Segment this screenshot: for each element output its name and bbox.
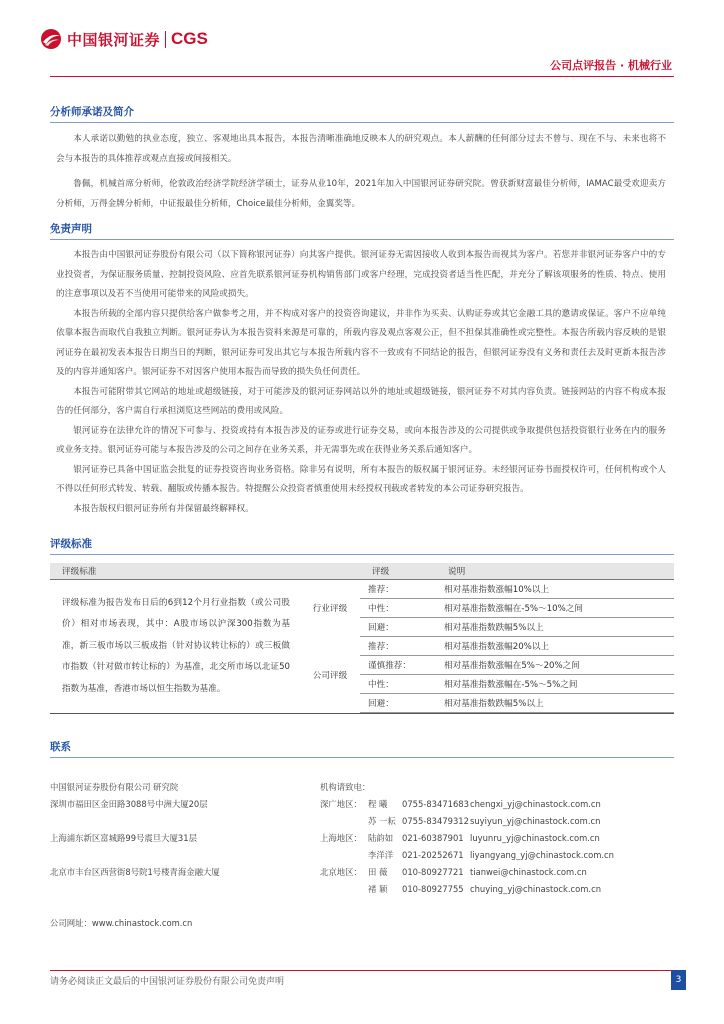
contact-name: 程 曦 xyxy=(368,799,388,809)
rating-section-title: 评级标准 xyxy=(50,536,674,555)
spacer xyxy=(50,881,220,898)
logo-company-name: 中国银河证券 xyxy=(67,30,161,49)
contact-section-title: 联系 xyxy=(50,739,674,758)
contact-phone: 021-20252671 xyxy=(402,850,464,860)
disclaimer-paragraph: 银河证券已具备中国证监会批复的证券投资咨询业务资格。除非另有说明，所有本报告的版权属于银河证券。未经银河证券书面授权许可，任何机构或个人不得以任何形式转发、转载、翻版或传播本报告。特提醒公众投资者慎重使用未经授权刊载或者转发的本公司证券研究报告。 xyxy=(56,464,666,494)
contact-region: 上海地区： xyxy=(320,833,362,843)
contact-email[interactable]: luyunru_yj@chinastock.com.cn xyxy=(470,833,600,843)
contact-name: 陆韵如 xyxy=(368,833,394,843)
analyst-commitment: 本人承诺以勤勉的执业态度，独立、客观地出具本报告，本报告清晰准确地反映本人的研究观点。本人薪酬的任何部分过去不曾与、现在不与、未来也将不会与本报告的具体推荐或观点直接或间接相关。 xyxy=(56,134,666,164)
rating-grade-desc: 相对基准指数跌幅5%以上 xyxy=(436,694,674,713)
rating-grade: 中性： xyxy=(360,675,436,694)
disclaimer-paragraph: 本报告版权归银河证券所有并保留最终解释权。 xyxy=(73,503,254,514)
contact-name: 苏 一耘 xyxy=(368,816,396,826)
rating-grade-desc: 相对基准指数涨幅在5%～20%之间 xyxy=(436,656,674,675)
disclaimer-paragraph: 本报告所载的全部内容只提供给客户做参考之用，并不构成对客户的投资咨询建议，并非作为买卖、认购证券或其它金融工具的邀请或保证。客户不应单纯依靠本报告而取代自我独立判断。银河证券认为本报告资料来源是可靠的，所载内容及观点客观公正，但不担保其准确性或完整性。本报告所载内容反映的是银河证券在最初发表本报告日期当日的判断，银河证券可发出其它与本报告所载内容不一致或有不同结论的报告，但银河证券没有义务和责任去及时更新本报告涉及的内容并通知客户。银河证券不对因客户使用本报告而导致的损失负任何责任。 xyxy=(56,308,666,377)
contact-name: 田 薇 xyxy=(368,867,388,877)
contact-name: 褚 颖 xyxy=(368,884,388,894)
rating-grade: 回避： xyxy=(360,618,436,637)
contact-phone: 0755-83479312 xyxy=(402,816,469,826)
rating-grade: 推荐： xyxy=(360,580,436,599)
galaxy-logo-icon xyxy=(40,28,62,50)
rating-grade: 谨慎推荐： xyxy=(360,656,436,675)
header-divider xyxy=(50,76,674,77)
rating-standard-description: 评级标准为报告发布日后的6到12个月行业指数（或公司股价）相对市场表现，其中：A股市场以沪深300指数为基准，新三板市场以三板成指（针对协议转让标的）或三板做市指数（针对做市转让标的）为基准，北交所市场以北证50指数为基准，香港市场以恒生指数为基准。 xyxy=(62,597,290,694)
rating-grade-desc: 相对基准指数涨幅在-5%～5%之间 xyxy=(436,675,674,694)
footer-divider xyxy=(50,970,674,971)
sales-contact-label: 机构请致电： xyxy=(320,782,371,792)
contact-row xyxy=(320,796,614,813)
logo-divider xyxy=(165,31,166,48)
disclaimer-paragraph: 银河证券在法律允许的情况下可参与、投资或持有本报告涉及的证券或进行证券交易，或向本报告涉及的公司提供或争取提供包括投资银行业务在内的服务或业务支持。银河证券可能与本报告涉及的公司之间存在业务关系，并无需事先或在获得业务关系后通知客户。 xyxy=(56,425,666,455)
rating-table-header xyxy=(50,563,674,580)
contact-email[interactable]: chengxi_yj@chinastock.com.cn xyxy=(470,799,601,809)
footer-disclaimer: 请务必阅读正文最后的中国银河证券股份有限公司免责声明 xyxy=(50,977,285,987)
report-type: 公司点评报告 · 机械行业 xyxy=(550,59,672,72)
contact-row xyxy=(320,813,614,830)
logo-company-abbr: CGS xyxy=(171,29,208,48)
contact-row xyxy=(320,881,614,898)
rating-grade-desc: 相对基准指数跌幅5%以上 xyxy=(436,618,674,637)
disclaimer-paragraph: 本报告由中国银河证券股份有限公司（以下简称银河证券）向其客户提供。银河证券无需因接收人收到本报告而视其为客户。若您并非银河证券客户中的专业投资者，为保证服务质量、控制投资风险、应首先联系银河证券机构销售部门或客户经理，完成投资者适当性匹配，并充分了解该项服务的性质、特点、使用的注意事项以及若不当使用可能带来的风险或损失。 xyxy=(56,250,666,299)
rating-grade-desc: 相对基准指数涨幅10%以上 xyxy=(436,580,674,599)
company-rating-label: 公司评级 xyxy=(312,670,348,681)
rating-header-standard: 评级标准 xyxy=(50,563,300,580)
rating-header-grade: 评级 xyxy=(360,563,436,580)
rating-table xyxy=(50,563,674,713)
contact-region: 深广地区： xyxy=(320,799,362,809)
contact-email[interactable]: suyiyun_yj@chinastock.com.cn xyxy=(470,816,601,826)
analyst-section xyxy=(50,104,674,214)
company-logo xyxy=(40,28,208,50)
contact-email[interactable]: tianwei@chinastock.com.cn xyxy=(470,867,587,877)
address-shenzhen: 深圳市福田区金田路3088号中洲大厦20层 xyxy=(50,799,208,809)
spacer xyxy=(50,847,220,864)
spacer xyxy=(50,898,220,915)
page-number: 3 xyxy=(671,970,686,990)
rating-grade-desc: 相对基准指数涨幅在-5%～10%之间 xyxy=(436,599,674,618)
rating-section xyxy=(50,536,674,714)
contact-row xyxy=(320,864,614,881)
rating-header-empty xyxy=(300,563,360,580)
rating-grade: 中性： xyxy=(360,599,436,618)
contact-phone: 0755-83471683 xyxy=(402,799,469,809)
analyst-section-title: 分析师承诺及简介 xyxy=(50,104,674,123)
company-website: 公司网址：www.chinastock.com.cn xyxy=(50,918,193,928)
contact-email[interactable]: liyangyang_yj@chinastock.com.cn xyxy=(470,850,614,860)
contact-phone: 021-60387901 xyxy=(402,833,464,843)
sales-contacts xyxy=(320,779,614,898)
rating-grade: 推荐： xyxy=(360,637,436,656)
contact-phone: 010-80927721 xyxy=(402,867,464,877)
contact-row xyxy=(320,847,614,864)
address-beijing: 北京市丰台区西营街8号院1号楼青海金融大厦 xyxy=(50,867,220,877)
contact-phone: 010-80927755 xyxy=(402,884,464,894)
contact-section xyxy=(50,739,674,929)
rating-header-desc: 说明 xyxy=(436,563,674,580)
table-row xyxy=(50,580,674,599)
contact-name: 李洋洋 xyxy=(368,850,394,860)
rating-grade-desc: 相对基准指数涨幅20%以上 xyxy=(436,637,674,656)
rating-grade: 回避： xyxy=(360,694,436,713)
spacer xyxy=(50,813,220,830)
disclaimer-paragraph: 本报告可能附带其它网站的地址或超级链接，对于可能涉及的银河证券网站以外的地址或超级链接，银河证券不对其内容负责。链接网站的内容不构成本报告的任何部分，客户需自行承担浏览这些网站的费用或风险。 xyxy=(56,386,666,416)
analyst-bio: 鲁佩，机械首席分析师，伦敦政治经济学院经济学硕士，证券从业10年，2021年加入中国银河证券研究院。曾获新财富最佳分析师，IAMAC最受欢迎卖方分析师，万得金牌分析师，中证报最佳分析师，Choice最佳分析师，金翼奖等。 xyxy=(56,179,666,209)
disclaimer-section-title: 免责声明 xyxy=(50,221,674,240)
disclaimer-section xyxy=(50,221,674,519)
contact-region: 北京地区： xyxy=(320,867,362,877)
address-shanghai: 上海浦东新区富城路99号震旦大厦31层 xyxy=(50,833,197,843)
contact-email[interactable]: chuying_yj@chinastock.com.cn xyxy=(470,884,602,894)
industry-rating-label: 行业评级 xyxy=(312,604,348,615)
contact-addresses xyxy=(50,779,220,932)
contact-row xyxy=(320,830,614,847)
institute-name: 中国银河证券股份有限公司 研究院 xyxy=(50,782,179,792)
